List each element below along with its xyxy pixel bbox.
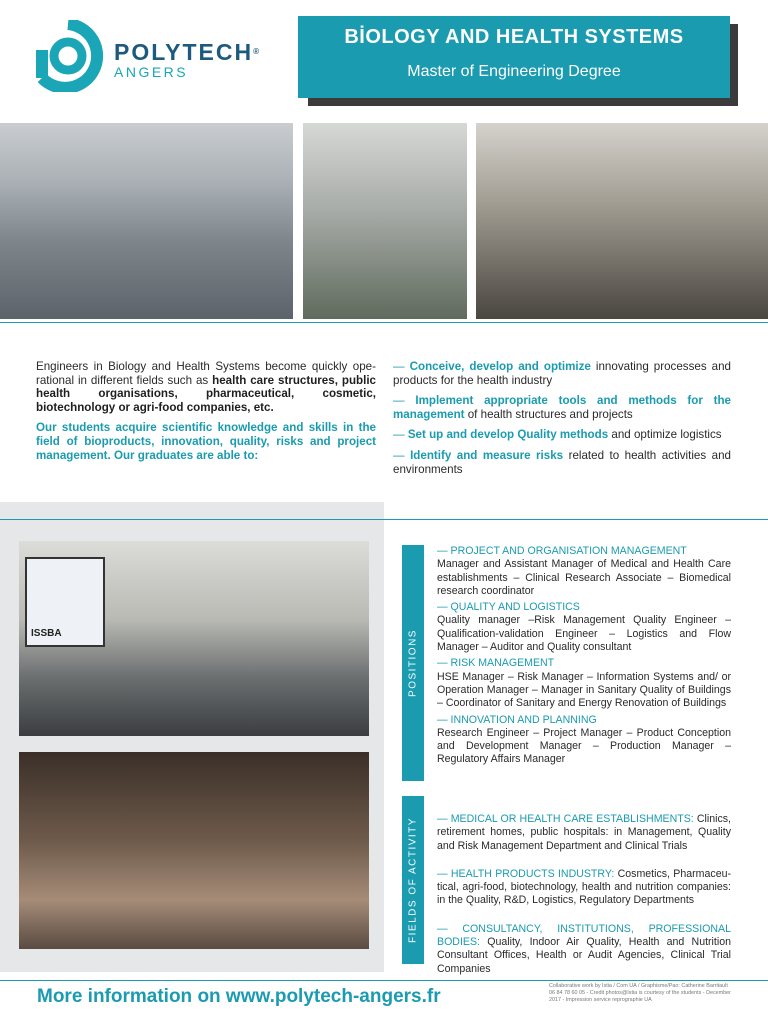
activity-list bbox=[437, 813, 731, 991]
positions-list bbox=[437, 545, 731, 770]
intro-accent: Our students acquire scientific knowledge and skills in the field of bioproducts, innovation, quality, risks and project management. Our graduates are able to: bbox=[36, 421, 376, 462]
projector-screen bbox=[25, 557, 105, 647]
polytech-p-icon bbox=[32, 20, 104, 92]
position-heading: — QUALITY AND LOGISTICS bbox=[437, 601, 580, 614]
list-item: — Set up and develop Quality methods and optimize logistics bbox=[393, 428, 722, 442]
logo-city: ANGERS bbox=[114, 64, 189, 80]
divider bbox=[0, 322, 768, 323]
intro-paragraph: Engineers in Biology and Health Systems become quickly operational in different fields such as health care structures, public health organisations, pharmaceutical, cosmetic, biotechnology or agri-food companies, etc. bbox=[36, 360, 376, 414]
divider bbox=[0, 519, 768, 520]
polytech-logo bbox=[32, 20, 282, 95]
position-body: Quality manager –Risk Management Quality Engineer – Qualification-validation Engineer – Logistics and Flow Manager – Auditor and Quality consultant bbox=[437, 614, 731, 654]
list-item: — Implement appropriate tools and methods for the management of health structures and projects bbox=[393, 394, 731, 421]
position-heading: — INNOVATION AND PLANNING bbox=[437, 713, 597, 726]
activity-label: FIELDS OF ACTIVITY bbox=[402, 796, 424, 964]
screen-label: ISSBA bbox=[31, 628, 62, 639]
classroom-photo bbox=[19, 541, 369, 736]
intro-text bbox=[36, 360, 376, 462]
position-body: Manager and Assistant Manager of Medical and Health Care establishments – Clinical Research Associate – Biomedical research coordinator bbox=[437, 558, 731, 597]
divider bbox=[0, 980, 768, 981]
list-item: — MEDICAL OR HEALTH CARE ESTABLISHMENTS: Clinics, retirement homes, public hospitals: in Management, Quality and Risk Management Department and Clinical Trials bbox=[437, 813, 731, 852]
position-body: Research Engineer – Project Manager – Product Conception and Development Manager – Production Manager – Regulatory Affairs Manager bbox=[437, 726, 731, 766]
lecture-hall-photo bbox=[19, 752, 369, 949]
list-item: — Conceive, develop and optimize innovating processes and products for the health industry bbox=[393, 360, 731, 387]
lab-students-photo bbox=[0, 123, 293, 319]
list-item: — HEALTH PRODUCTS INDUSTRY: Cosmetics, Pharmaceutical, agri-food, biotechnology, health and nutrition companies: in the Quality, R&D, Logistics, Regulatory Departments bbox=[437, 867, 732, 907]
list-item: — CONSULTANCY, INSTITUTIONS, PROFESSIONAL BODIES: Quality, Indoor Air Quality, Health and Nutrition Consultant Offices, Health or Audit Agencies, Clinical Trial Companies bbox=[437, 922, 731, 975]
website-link[interactable]: More information on www.polytech-angers.fr bbox=[37, 986, 441, 1007]
positions-label: POSITIONS bbox=[402, 545, 424, 781]
list-item: — Identify and measure risks related to health activities and environments bbox=[393, 448, 731, 476]
lab-technician-photo bbox=[303, 123, 467, 319]
position-heading: — PROJECT AND ORGANISATION MANAGEMENT bbox=[437, 545, 687, 557]
credits-text: Collaborative work by Istia / Com UA / Graphisme/Pao: Catherine Barritault 06 84 78 60 05 - Credit photos@Istia is courtesy of the students - December 2017 - Impression service reprographie UA bbox=[549, 983, 731, 1003]
logo-name: POLYTECH® bbox=[114, 39, 262, 65]
position-heading: — RISK MANAGEMENT bbox=[437, 657, 555, 670]
page-title: BİOLOGY AND HEALTH SYSTEMS bbox=[344, 26, 684, 48]
position-body: HSE Manager – Risk Manager – Information Systems and/ or Operation Manager – Manager in Sanitary Quality of Buildings – Coordinator of Sanitary and Energy Renovation of Buildings bbox=[437, 670, 731, 710]
page-subtitle: Master of Engineering Degree bbox=[407, 63, 621, 80]
title-banner bbox=[298, 16, 730, 98]
skills-list bbox=[393, 360, 731, 483]
students-computer-photo bbox=[476, 123, 768, 319]
